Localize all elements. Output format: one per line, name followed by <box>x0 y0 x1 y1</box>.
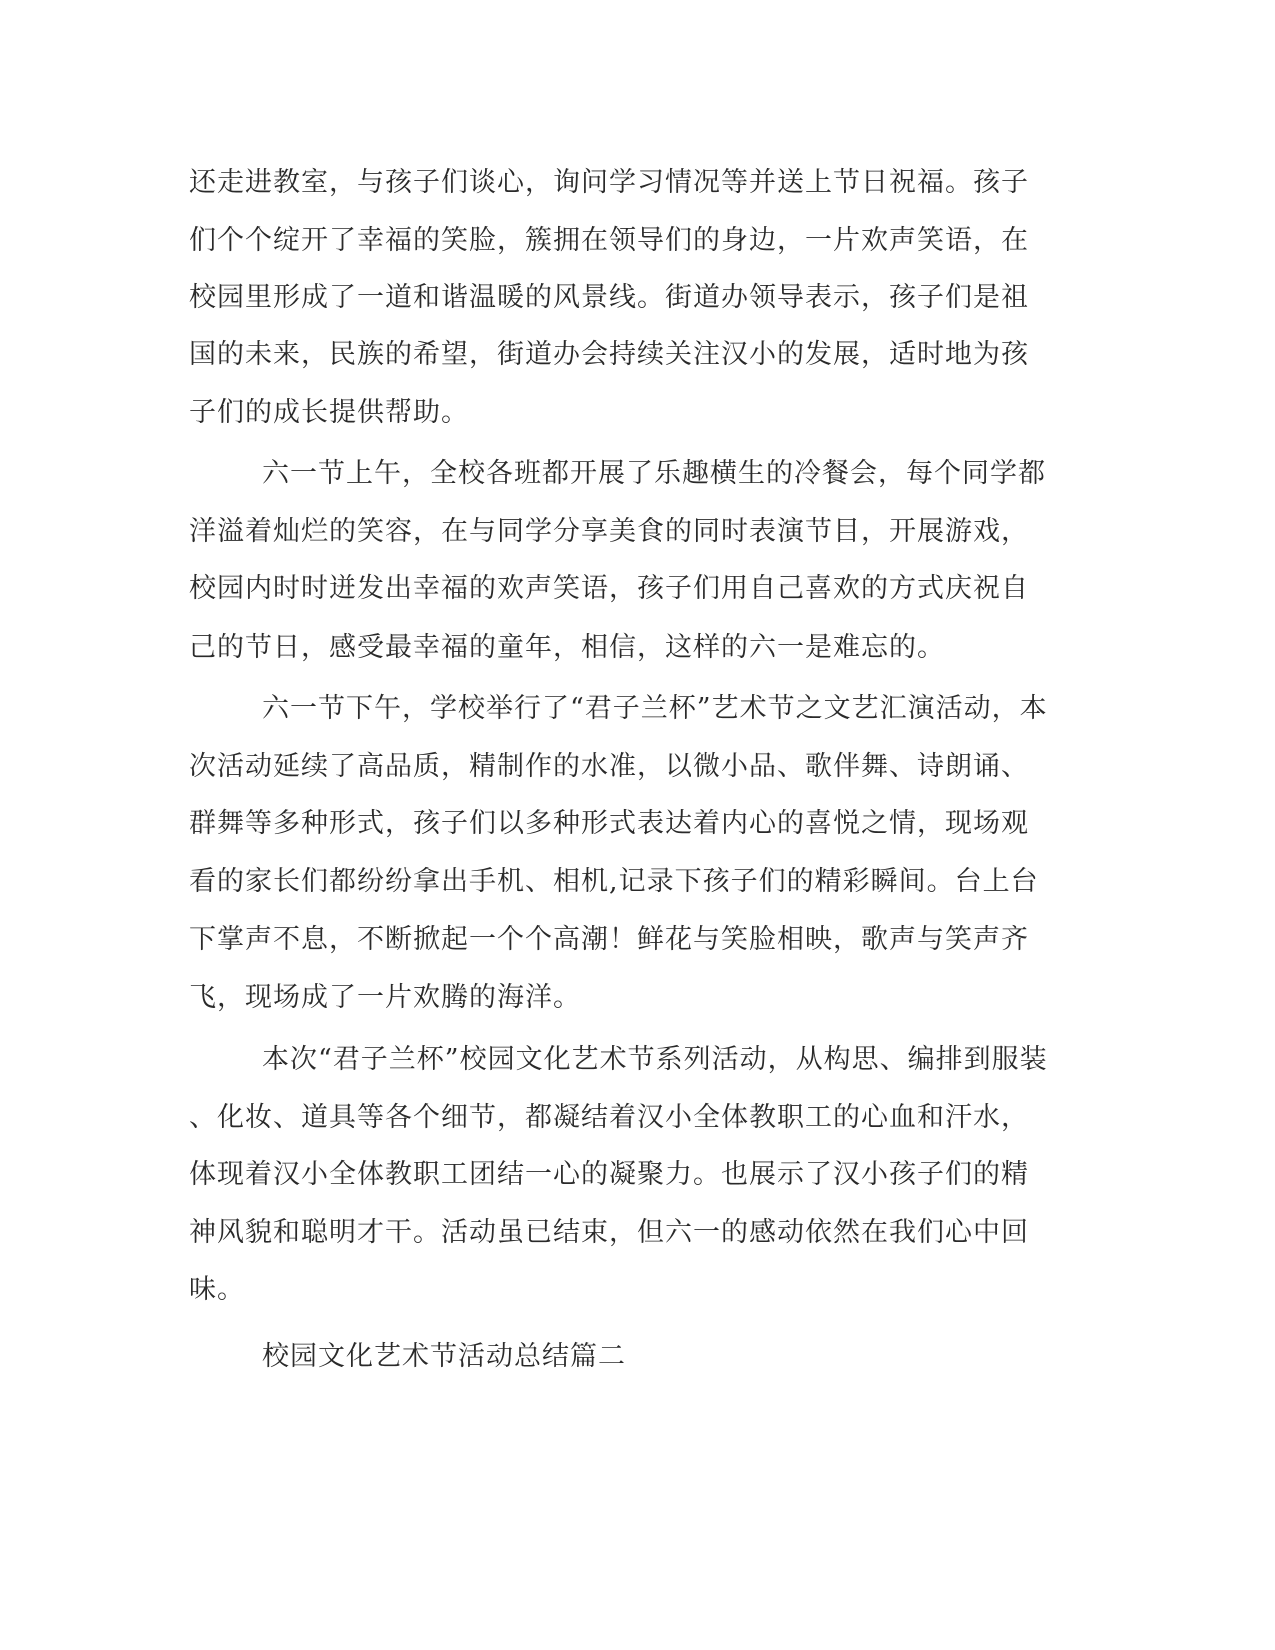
text-line: 看的家长们都纷纷拿出手机、相机,记录下孩子们的精彩瞬间。台上台 <box>189 866 1039 897</box>
text-line: 洋溢着灿烂的笑容，在与同学分享美食的同时表演节目，开展游戏， <box>189 516 1029 547</box>
text-line: 校园内时时迸发出幸福的欢声笑语，孩子们用自己喜欢的方式庆祝自 <box>189 573 1029 604</box>
text-line: 己的节日，感受最幸福的童年，相信，这样的六一是难忘的。 <box>189 632 945 663</box>
text-line: 群舞等多种形式，孩子们以多种形式表达着内心的喜悦之情，现场观 <box>189 808 1029 839</box>
text-line: 体现着汉小全体教职工团结一心的凝聚力。也展示了汉小孩子们的精 <box>189 1159 1029 1190</box>
text-line: 子们的成长提供帮助。 <box>189 397 469 428</box>
text-line: 下掌声不息，不断掀起一个个高潮！鲜花与笑脸相映，歌声与笑声齐 <box>189 924 1029 955</box>
paragraph-first-line: 六一节上午，全校各班都开展了乐趣横生的冷餐会，每个同学都 <box>262 458 1046 489</box>
text-line: 校园里形成了一道和谐温暖的风景线。街道办领导表示，孩子们是祖 <box>189 282 1029 313</box>
text-line: 们个个绽开了幸福的笑脸，簇拥在领导们的身边，一片欢声笑语，在 <box>189 225 1029 256</box>
text-line: 国的未来，民族的希望，街道办会持续关注汉小的发展，适时地为孩 <box>189 339 1029 370</box>
section-heading: 校园文化艺术节活动总结篇二 <box>262 1341 626 1372</box>
paragraph-first-line: 六一节下午，学校举行了“君子兰杯”艺术节之文艺汇演活动，本 <box>262 693 1048 724</box>
text-line: 味。 <box>189 1274 245 1305</box>
text-line: 神风貌和聪明才干。活动虽已结束，但六一的感动依然在我们心中回 <box>189 1217 1029 1248</box>
text-line: 还走进教室，与孩子们谈心，询问学习情况等并送上节日祝福。孩子 <box>189 167 1029 198</box>
text-line: 次活动延续了高品质，精制作的水准，以微小品、歌伴舞、诗朗诵、 <box>189 751 1029 782</box>
text-line: 飞，现场成了一片欢腾的海洋。 <box>189 982 581 1013</box>
paragraph-first-line: 本次“君子兰杯”校园文化艺术节系列活动，从构思、编排到服装 <box>262 1044 1048 1075</box>
text-line: 、化妆、道具等各个细节，都凝结着汉小全体教职工的心血和汗水， <box>189 1102 1029 1133</box>
